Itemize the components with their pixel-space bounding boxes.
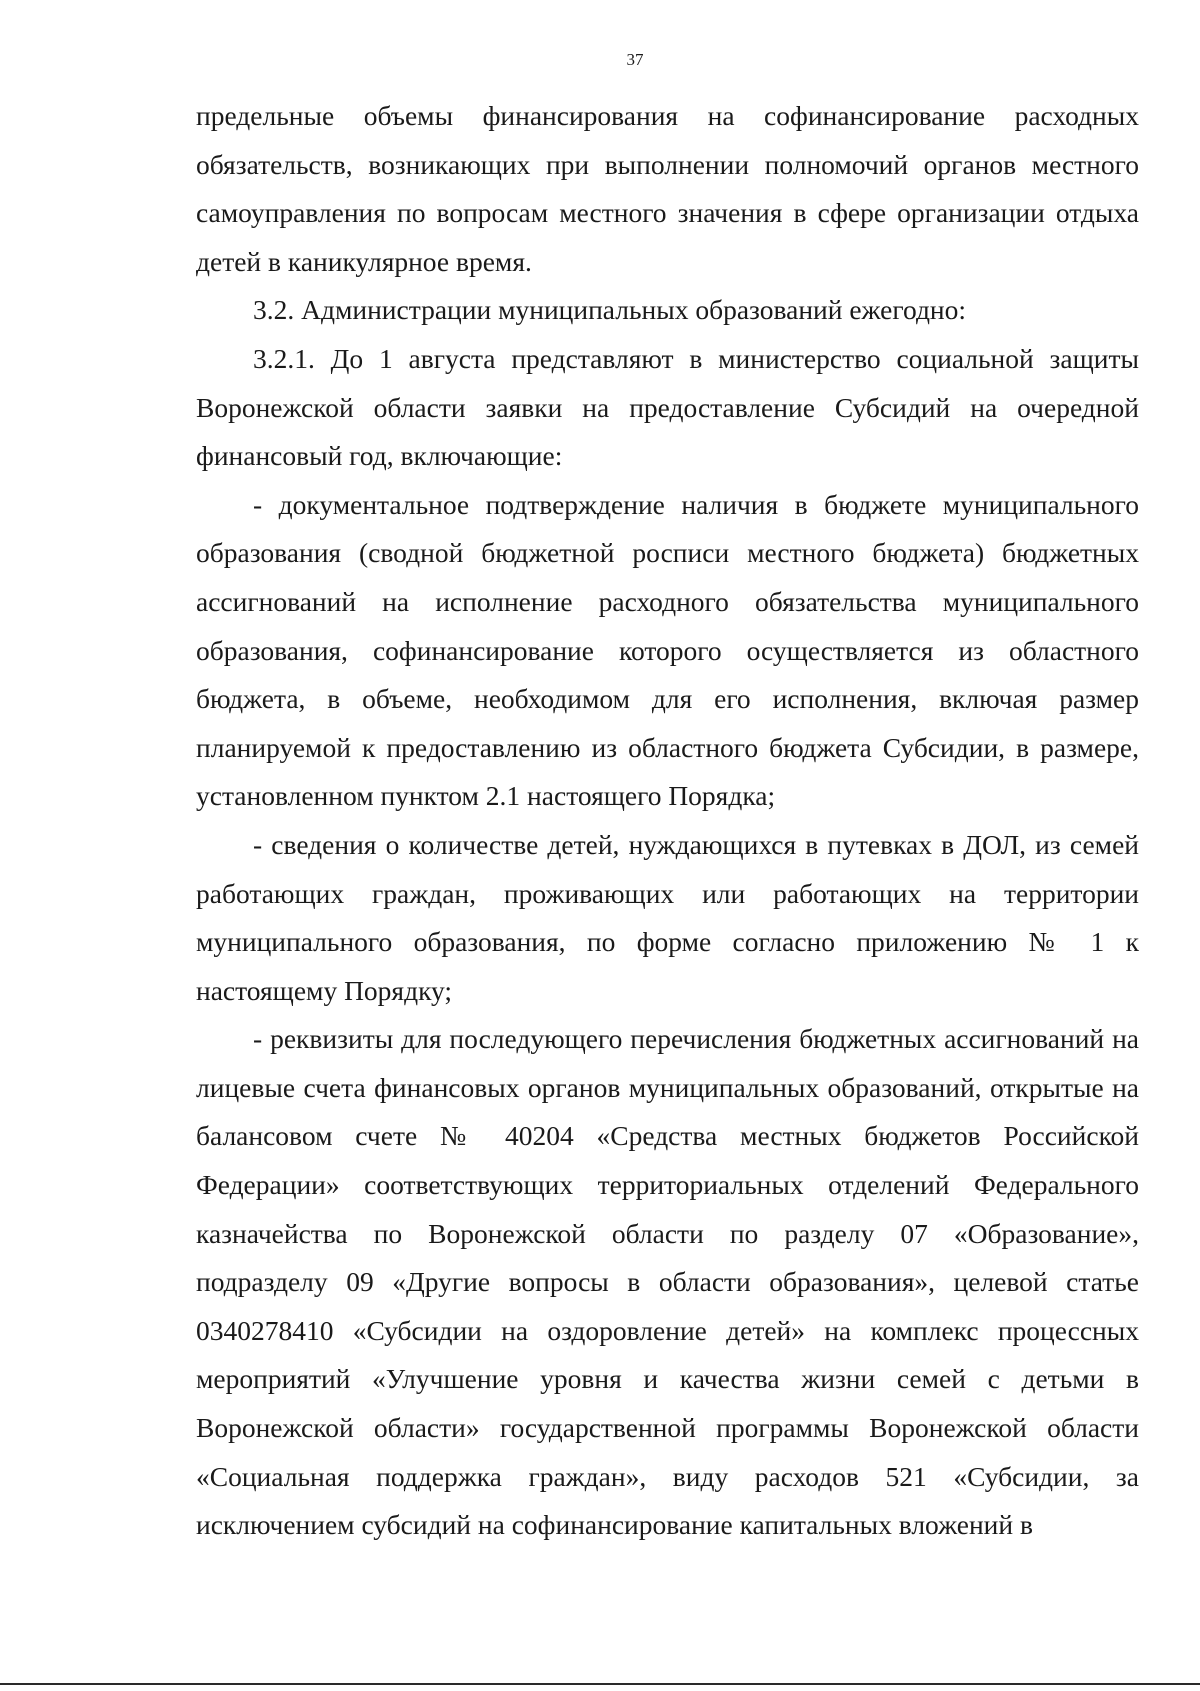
document-body [196,92,1139,1550]
paragraph-list-item-budget-confirmation: - документальное подтверждение наличия в бюджете муниципального образования (сводной бюджетной росписи местного бюджета) бюджетных ассигнований на исполнение расходного обязательства муниципального образования, софинансирование которого осуществляется из областного бюджета, в объеме, необходимом для его исполнения, включая размер планируемой к предоставлению из областного бюджета Субсидии, в размере, установленном пунктом 2.1 настоящего Порядка; [196,488,1139,812]
paragraph-list-item-children-info: - сведения о количестве детей, нуждающихся в путевках в ДОЛ, из семей работающих граждан, проживающих или работающих на территории муниципального образования, по форме согласно приложению № 1 к настоящему Порядку; [196,828,1139,1006]
page-number: 37 [626,50,644,69]
paragraph-continuation: предельные объемы финансирования на софинансирование расходных обязательств, возникающих при выполнении полномочий органов местного самоуправления по вопросам местного значения в сфере организации отдыха детей в каникулярное время. [196,100,1139,277]
paragraph-clause-3-2-1: 3.2.1. До 1 августа представляют в министерство социальной защиты Воронежской области заявки на предоставление Субсидий на очередной финансовый год, включающие: [196,342,1139,472]
bottom-rule [0,1683,1200,1685]
paragraph-list-item-bank-details: - реквизиты для последующего перечисления бюджетных ассигнований на лицевые счета финансовых органов муниципальных образований, открытые на балансовом счете № 40204 «Средства местных бюджетов Российской Федерации» соответствующих территориальных отделений Федерального казначейства по Воронежской области по разделу 07 «Образование», подразделу 09 «Другие вопросы в области образования», целевой статье 0340278410 «Субсидии на оздоровление детей» на комплекс процессных мероприятий «Улучшение уровня и качества жизни семей с детьми в Воронежской области» государственной программы Воронежской области «Социальная поддержка граждан», виду расходов 521 «Субсидии, за исключением субсидий на софинансирование капитальных вложений в [196,1023,1139,1541]
paragraph-clause-3-2: 3.2. Администрации муниципальных образований ежегодно: [253,294,967,326]
